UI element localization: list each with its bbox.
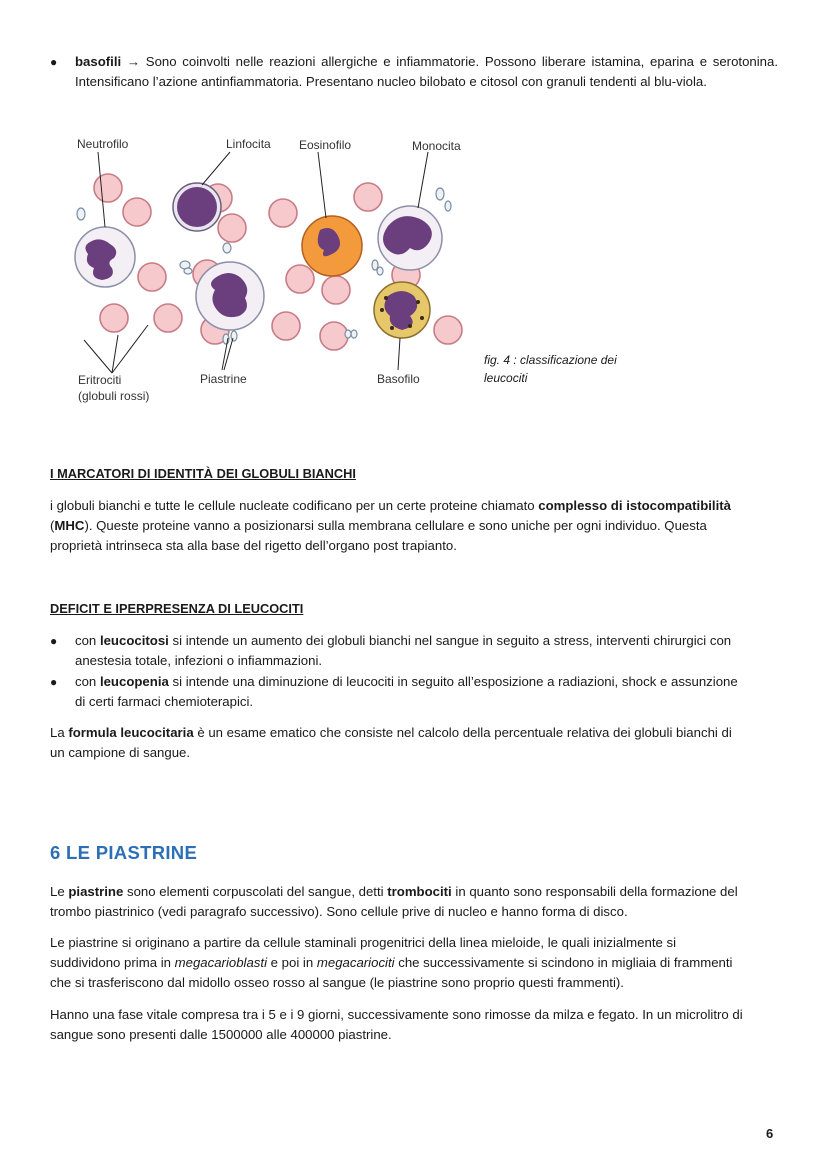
- bullet-dot: ●: [50, 634, 58, 648]
- bold-term: leucocitosi: [99, 633, 169, 648]
- text-run: con: [75, 674, 97, 689]
- text-line: sangue sono presenti dalle 1500000 alle 400000 piastrine.: [50, 1027, 392, 1042]
- erythrocyte: [123, 198, 151, 226]
- text-line: trombo piastrinico (vedi paragrafo successivo). Sono cellule prive di nucleo e hanno forma di disco.: [50, 904, 628, 919]
- leucopenia-bullet: [75, 672, 795, 712]
- text-run: Le: [50, 884, 65, 899]
- platelet: [223, 243, 231, 253]
- text-run: e poi in: [270, 955, 314, 970]
- text-run: è un esame ematico che consiste nel calcolo della percentuale relativa dei globuli bianchi di: [197, 725, 732, 740]
- erythrocyte: [100, 304, 128, 332]
- markers-heading: I MARCATORI DI IDENTITÀ DEI GLOBULI BIANCHI: [50, 466, 356, 481]
- markers-paragraph: [50, 496, 790, 556]
- figure-caption: [484, 351, 654, 387]
- platelet: [351, 330, 357, 338]
- text-run: in quanto sono responsabili della formazione del: [455, 884, 738, 899]
- text-run: che successivamente si scindono in migliaia di frammenti: [398, 955, 733, 970]
- label-eritrociti: Eritrociti: [78, 373, 122, 387]
- erythrocyte: [434, 316, 462, 344]
- bold-term: trombociti: [387, 884, 452, 899]
- text-run: sono elementi corpuscolati del sangue, detti: [126, 884, 384, 899]
- platelet: [184, 268, 192, 274]
- italic-term: megacariociti: [316, 955, 395, 970]
- italic-term: megacarioblasti: [174, 955, 267, 970]
- text-line: Hanno una fase vitale compresa tra i 5 e i 9 giorni, successivamente sono rimosse da milza e fegato. In un microlitro di: [50, 1007, 743, 1022]
- text-line: un campione di sangue.: [50, 745, 191, 760]
- platelet: [445, 201, 451, 211]
- neutrophil-cell: [75, 227, 135, 287]
- basofili-text: Sono coinvolti nelle reazioni allergiche e infiammatorie. Possono liberare istamina, eparina e serotonina. Intensificano l’azione antinfiammatoria. Presentano nucleo bilobato e citosol con granuli tendenti al blu-viola.: [75, 54, 778, 89]
- bullet-dot: ●: [50, 675, 58, 689]
- erythrocyte: [272, 312, 300, 340]
- platelet: [231, 331, 237, 341]
- text-run: si intende un aumento dei globuli bianchi nel sangue in seguito a stress, interventi chirurgici con: [172, 633, 732, 648]
- label-linfocita: Linfocita: [226, 137, 271, 151]
- eosinophil-cell: [302, 216, 362, 276]
- formula-paragraph: [50, 723, 790, 763]
- bold-term: formula leucocitaria: [68, 725, 194, 740]
- text-run: con: [75, 633, 97, 648]
- text-run: ). Queste proteine vanno a posizionarsi sulla membrana cellulare e sono uniche per ogni individuo. Questa: [84, 518, 707, 533]
- bold-term: leucopenia: [99, 674, 169, 689]
- erythrocyte: [138, 263, 166, 291]
- bullet-dot: ●: [50, 55, 58, 69]
- bold-term: MHC: [54, 518, 85, 533]
- caption-line: leucociti: [484, 371, 528, 385]
- erythrocyte: [154, 304, 182, 332]
- text-line: anestesia totale, infezioni o infiammazioni.: [75, 653, 323, 668]
- text-line: che si trasferiscono dal midollo osseo rosso al sangue (le piastrine sono proprio questi frammenti).: [50, 975, 624, 990]
- lymphocyte-cell: [173, 183, 221, 231]
- label-neutrofilo: Neutrofilo: [77, 137, 129, 151]
- label-monocita: Monocita: [412, 139, 461, 153]
- label-basofilo: Basofilo: [377, 372, 420, 386]
- platelet: [377, 267, 383, 275]
- erythrocyte: [94, 174, 122, 202]
- erythrocyte: [218, 214, 246, 242]
- erythrocyte: [320, 322, 348, 350]
- label-piastrine: Piastrine: [200, 372, 247, 386]
- text-line: proprietà intrinseca sta alla base del rigetto dell’organo post trapianto.: [50, 538, 457, 553]
- piastrine-paragraph-2: [50, 933, 778, 993]
- erythrocyte: [354, 183, 382, 211]
- platelet: [77, 208, 85, 220]
- monocyte-cell: [378, 206, 442, 270]
- piastrine-paragraph-1: [50, 882, 778, 922]
- basofili-paragraph: [75, 52, 778, 92]
- erythrocyte: [322, 276, 350, 304]
- platelet: [345, 330, 351, 338]
- text-run: La: [50, 725, 65, 740]
- text-run: suddividono prima in: [50, 955, 171, 970]
- platelet: [436, 188, 444, 200]
- erythrocyte: [269, 199, 297, 227]
- label-globuli-rossi: (globuli rossi): [78, 389, 150, 403]
- basofili-term: basofili: [75, 54, 122, 69]
- text-run: (: [50, 518, 55, 533]
- neutrophil-cell: [196, 262, 264, 330]
- text-run: si intende una diminuzione di leucociti in seguito all’esposizione a radiazioni, shock e assunzione: [172, 674, 738, 689]
- bold-term: complesso di istocompatibilità: [538, 498, 731, 513]
- basophil-cell: [374, 282, 430, 338]
- erythrocyte: [286, 265, 314, 293]
- text-run: i globuli bianchi e tutte le cellule nucleate codificano per un certe proteine chiamato: [50, 498, 535, 513]
- caption-line: fig. 4 : classificazione dei: [484, 353, 617, 367]
- bold-term: piastrine: [68, 884, 124, 899]
- deficit-heading: DEFICIT E IPERPRESENZA DI LEUCOCITI: [50, 601, 304, 616]
- piastrine-paragraph-3: [50, 1005, 790, 1045]
- text-line: Le piastrine si originano a partire da cellule staminali progenitrici della linea mieloide, le quali inizialmente si: [50, 935, 677, 950]
- page-number: 6: [766, 1126, 774, 1141]
- text-line: di certi farmaci chemioterapici.: [75, 694, 254, 709]
- section-title: 6 LE PIASTRINE: [50, 842, 198, 863]
- arrow-icon: →: [126, 54, 141, 69]
- label-eosinofilo: Eosinofilo: [299, 138, 352, 152]
- leucocitosi-bullet: [75, 631, 795, 671]
